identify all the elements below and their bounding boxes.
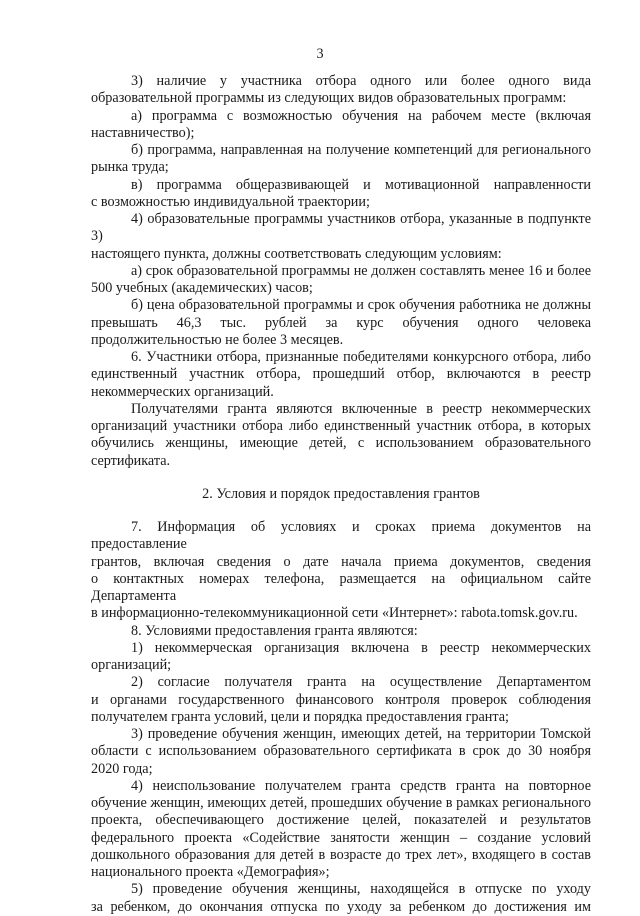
paragraph: [91, 177, 591, 212]
paragraph: [91, 142, 591, 177]
paragraph: [91, 623, 591, 640]
paragraph: [91, 726, 591, 778]
text-line: 4) образовательные программы участников отбора, указанные в подпункте 3): [91, 211, 591, 245]
text-line: федерального проекта «Содействие занятости женщин – создание условий: [91, 829, 591, 846]
text-line: Получателями гранта являются включенные в реестр некоммерческих: [131, 400, 591, 417]
section-heading: 2. Условия и порядок предоставления грантов: [202, 485, 480, 502]
text-line: в информационно-телекоммуникационной сети «Интернет»: rabota.tomsk.gov.ru.: [91, 605, 578, 622]
text-line: 500 учебных (академических) часов;: [91, 280, 313, 296]
paragraph: [91, 519, 591, 623]
text-line: 5) проведение обучения женщины, находящейся в отпуске по уходу: [131, 881, 591, 898]
text-line: превышать 46,3 тыс. рублей за курс обучения одного человека: [91, 314, 591, 331]
text-line: национального проекта «Демография»;: [91, 864, 330, 880]
text-line: организаций;: [91, 657, 172, 673]
paragraph: [91, 108, 591, 143]
text-line: единственный участник отбора, прошедший отбор, включаются в реестр: [91, 366, 591, 383]
text-line: 1) некоммерческая организация включена в реестр некоммерческих: [131, 639, 591, 656]
document-body: [91, 73, 591, 916]
text-line: области с использованием образовательного сертификата в срок до 30 ноября: [91, 743, 591, 760]
text-line: продолжительностью не более 3 месяцев.: [91, 331, 344, 348]
text-line: получателем гранта условий, цели и порядка предоставления гранта;: [91, 708, 509, 725]
text-line: грантов, включая сведения о дате начала приема документов, сведения: [91, 553, 591, 570]
text-line: обучились женщины, имеющие детей, с использованием образовательного: [91, 435, 591, 452]
text-line: 2020 года;: [91, 760, 153, 777]
paragraph: [91, 263, 591, 298]
text-line: 6. Участники отбора, признанные победителями конкурсного отбора, либо: [131, 349, 591, 365]
paragraph: [91, 349, 591, 401]
text-line: за ребенком, до окончания отпуска по уходу за ребенком до достижения им: [91, 898, 591, 915]
text-line: б) программа, направленная на получение компетенций для регионального: [131, 142, 591, 158]
text-line: некоммерческих организаций.: [91, 383, 274, 400]
text-line: 4) неиспользование получателем гранта средств гранта на повторное: [131, 777, 591, 794]
text-line: с возможностью индивидуальной траектории;: [91, 193, 370, 210]
text-line: 2) согласие получателя гранта на осуществление Департаментом: [131, 674, 591, 691]
paragraph: [91, 73, 591, 108]
text-line: рынка труда;: [91, 159, 169, 176]
text-line: настоящего пункта, должны соответствовать следующим условиям:: [91, 245, 502, 262]
paragraph: [91, 881, 591, 916]
text-line: сертификата.: [91, 452, 171, 469]
paragraph: [91, 778, 591, 882]
text-line: о контактных номерах телефона, размещается на официальном сайте Департамента: [91, 570, 591, 604]
paragraph: [91, 674, 591, 726]
text-line: обучение женщин, имеющих детей, прошедших обучение в рамках регионального: [91, 795, 591, 811]
paragraph: [91, 297, 591, 349]
text-line: дошкольного образования для детей в возрасте до трех лет», входящего в состав: [91, 846, 591, 863]
text-line: организаций участники отбора либо единственный участник отбора, в которых: [91, 418, 591, 434]
paragraph: [91, 640, 591, 675]
text-line: 8. Условиями предоставления гранта являются:: [131, 622, 418, 639]
text-line: 7. Информация об условиях и сроках приема документов на предоставление: [91, 519, 591, 553]
page-number: 3: [316, 46, 324, 62]
text-line: наставничество);: [91, 124, 195, 141]
text-line: б) цена образовательной программы и срок обучения работника не должны: [131, 297, 591, 314]
paragraph: [91, 401, 591, 470]
text-line: в) программа общеразвивающей и мотивационной направленности: [131, 176, 591, 193]
paragraph: [91, 211, 591, 263]
text-line: 3) наличие у участника отбора одного или более одного вида: [131, 73, 591, 89]
text-line: а) срок образовательной программы не должен составлять менее 16 и более: [131, 262, 591, 279]
text-line: и органами государственного финансового контроля проверок соблюдения: [91, 691, 591, 708]
text-line: 3) проведение обучения женщин, имеющих детей, на территории Томской: [131, 726, 591, 742]
text-line: а) программа с возможностью обучения на рабочем месте (включая: [131, 107, 591, 124]
text-line: проекта, обеспечивающего достижение целей, показателей и результатов: [91, 812, 591, 829]
text-line: образовательной программы из следующих видов образовательных программ:: [91, 90, 567, 107]
